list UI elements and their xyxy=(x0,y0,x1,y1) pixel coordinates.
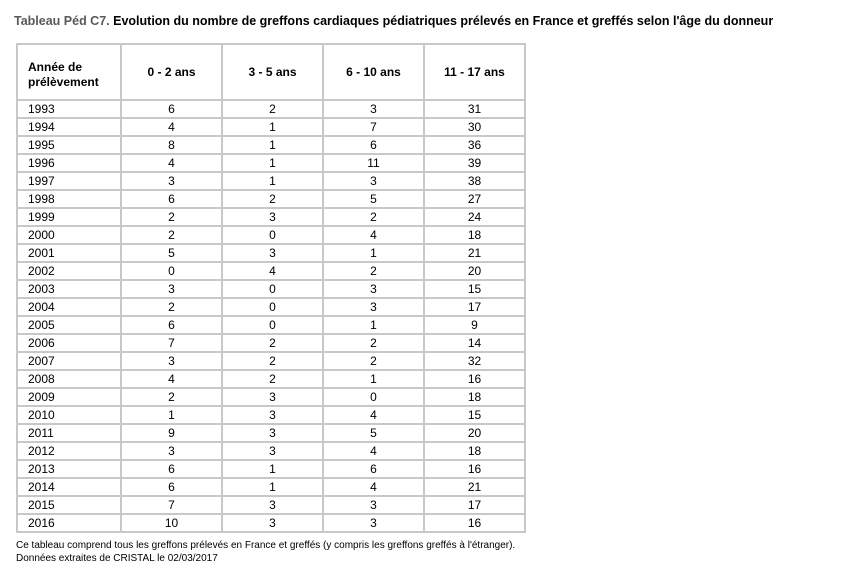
table-row xyxy=(17,370,525,388)
count-cell: 1 xyxy=(323,316,424,334)
table-title-prefix: Tableau Péd C7. xyxy=(14,14,110,28)
year-cell: 2001 xyxy=(17,244,121,262)
count-cell: 7 xyxy=(121,334,222,352)
count-cell: 39 xyxy=(424,154,525,172)
footnote-source: Données extraites de CRISTAL le 02/03/2017 xyxy=(16,553,218,564)
count-cell: 5 xyxy=(121,244,222,262)
count-cell: 3 xyxy=(222,388,323,406)
count-cell: 3 xyxy=(323,298,424,316)
table-row xyxy=(17,460,525,478)
year-cell: 2004 xyxy=(17,298,121,316)
count-cell: 3 xyxy=(323,100,424,118)
count-cell: 18 xyxy=(424,442,525,460)
count-cell: 1 xyxy=(323,370,424,388)
table-row xyxy=(17,442,525,460)
count-cell: 1 xyxy=(323,244,424,262)
table-row xyxy=(17,190,525,208)
count-cell: 9 xyxy=(424,316,525,334)
count-cell: 16 xyxy=(424,514,525,532)
count-cell: 15 xyxy=(424,406,525,424)
year-cell: 1998 xyxy=(17,190,121,208)
count-cell: 31 xyxy=(424,100,525,118)
count-cell: 7 xyxy=(323,118,424,136)
year-cell: 1993 xyxy=(17,100,121,118)
count-cell: 6 xyxy=(121,460,222,478)
count-cell: 3 xyxy=(323,280,424,298)
count-cell: 11 xyxy=(323,154,424,172)
count-cell: 0 xyxy=(121,262,222,280)
count-cell: 4 xyxy=(323,478,424,496)
year-cell: 2005 xyxy=(17,316,121,334)
count-cell: 20 xyxy=(424,424,525,442)
count-cell: 1 xyxy=(222,154,323,172)
count-cell: 6 xyxy=(121,478,222,496)
count-cell: 20 xyxy=(424,262,525,280)
count-cell: 2 xyxy=(222,190,323,208)
count-cell: 3 xyxy=(222,442,323,460)
year-cell: 2009 xyxy=(17,388,121,406)
count-cell: 2 xyxy=(121,298,222,316)
count-cell: 2 xyxy=(121,208,222,226)
count-cell: 3 xyxy=(222,208,323,226)
count-cell: 0 xyxy=(222,298,323,316)
year-cell: 1995 xyxy=(17,136,121,154)
count-cell: 5 xyxy=(323,424,424,442)
count-cell: 2 xyxy=(323,334,424,352)
count-cell: 27 xyxy=(424,190,525,208)
count-cell: 2 xyxy=(222,334,323,352)
table-row xyxy=(17,100,525,118)
count-cell: 4 xyxy=(121,370,222,388)
count-cell: 3 xyxy=(323,514,424,532)
count-cell: 3 xyxy=(222,406,323,424)
column-header-year: Année de prélèvement xyxy=(17,44,121,100)
count-cell: 1 xyxy=(222,172,323,190)
table-row xyxy=(17,244,525,262)
table-row xyxy=(17,154,525,172)
count-cell: 7 xyxy=(121,496,222,514)
table-row xyxy=(17,172,525,190)
table-row xyxy=(17,478,525,496)
count-cell: 0 xyxy=(222,226,323,244)
count-cell: 3 xyxy=(121,442,222,460)
year-cell: 2013 xyxy=(17,460,121,478)
count-cell: 17 xyxy=(424,298,525,316)
count-cell: 3 xyxy=(222,424,323,442)
count-cell: 1 xyxy=(222,136,323,154)
count-cell: 9 xyxy=(121,424,222,442)
count-cell: 30 xyxy=(424,118,525,136)
count-cell: 2 xyxy=(222,100,323,118)
table-header xyxy=(17,44,525,100)
count-cell: 1 xyxy=(222,460,323,478)
table-body xyxy=(17,100,525,532)
count-cell: 16 xyxy=(424,370,525,388)
footnotes xyxy=(16,539,515,565)
count-cell: 1 xyxy=(222,478,323,496)
count-cell: 3 xyxy=(222,514,323,532)
count-cell: 3 xyxy=(222,244,323,262)
count-cell: 4 xyxy=(121,118,222,136)
count-cell: 10 xyxy=(121,514,222,532)
count-cell: 3 xyxy=(121,352,222,370)
count-cell: 32 xyxy=(424,352,525,370)
count-cell: 2 xyxy=(222,370,323,388)
year-cell: 1999 xyxy=(17,208,121,226)
count-cell: 17 xyxy=(424,496,525,514)
count-cell: 1 xyxy=(222,118,323,136)
count-cell: 21 xyxy=(424,244,525,262)
footnote-scope: Ce tableau comprend tous les greffons prélevés en France et greffés (y compris les greffons greffés à l'étranger). xyxy=(16,540,516,551)
count-cell: 3 xyxy=(323,172,424,190)
count-cell: 15 xyxy=(424,280,525,298)
count-cell: 6 xyxy=(121,190,222,208)
year-cell: 1994 xyxy=(17,118,121,136)
count-cell: 3 xyxy=(121,280,222,298)
year-cell: 2006 xyxy=(17,334,121,352)
count-cell: 8 xyxy=(121,136,222,154)
count-cell: 21 xyxy=(424,478,525,496)
year-cell: 1996 xyxy=(17,154,121,172)
count-cell: 6 xyxy=(121,100,222,118)
data-table xyxy=(16,43,526,533)
count-cell: 3 xyxy=(222,496,323,514)
count-cell: 2 xyxy=(222,352,323,370)
year-cell: 2011 xyxy=(17,424,121,442)
column-header-3-5: 3 - 5 ans xyxy=(222,44,323,100)
count-cell: 6 xyxy=(323,136,424,154)
count-cell: 6 xyxy=(121,316,222,334)
count-cell: 2 xyxy=(323,262,424,280)
column-header-6-10: 6 - 10 ans xyxy=(323,44,424,100)
count-cell: 0 xyxy=(222,316,323,334)
count-cell: 4 xyxy=(222,262,323,280)
count-cell: 2 xyxy=(121,226,222,244)
count-cell: 36 xyxy=(424,136,525,154)
table-title xyxy=(14,14,773,28)
count-cell: 2 xyxy=(121,388,222,406)
table-row xyxy=(17,280,525,298)
year-cell: 2007 xyxy=(17,352,121,370)
count-cell: 2 xyxy=(323,352,424,370)
year-cell: 2015 xyxy=(17,496,121,514)
count-cell: 14 xyxy=(424,334,525,352)
count-cell: 3 xyxy=(121,172,222,190)
count-cell: 16 xyxy=(424,460,525,478)
table-row xyxy=(17,406,525,424)
table-row xyxy=(17,514,525,532)
count-cell: 6 xyxy=(323,460,424,478)
table-row xyxy=(17,298,525,316)
year-cell: 2016 xyxy=(17,514,121,532)
count-cell: 18 xyxy=(424,388,525,406)
table-row xyxy=(17,316,525,334)
count-cell: 2 xyxy=(323,208,424,226)
count-cell: 4 xyxy=(323,406,424,424)
count-cell: 4 xyxy=(323,226,424,244)
header-row xyxy=(17,44,525,100)
count-cell: 0 xyxy=(222,280,323,298)
year-cell: 2003 xyxy=(17,280,121,298)
table-row xyxy=(17,352,525,370)
table-row xyxy=(17,226,525,244)
count-cell: 24 xyxy=(424,208,525,226)
table-row xyxy=(17,334,525,352)
table-row xyxy=(17,136,525,154)
year-cell: 1997 xyxy=(17,172,121,190)
count-cell: 18 xyxy=(424,226,525,244)
column-header-11-17: 11 - 17 ans xyxy=(424,44,525,100)
table-row xyxy=(17,388,525,406)
count-cell: 3 xyxy=(323,496,424,514)
year-cell: 2012 xyxy=(17,442,121,460)
count-cell: 1 xyxy=(121,406,222,424)
table-title-text: Evolution du nombre de greffons cardiaques pédiatriques prélevés en France et greffés selon l'âge du donneur xyxy=(113,14,774,28)
table-row xyxy=(17,118,525,136)
year-cell: 2008 xyxy=(17,370,121,388)
count-cell: 5 xyxy=(323,190,424,208)
count-cell: 4 xyxy=(323,442,424,460)
table-row xyxy=(17,496,525,514)
year-cell: 2002 xyxy=(17,262,121,280)
year-cell: 2000 xyxy=(17,226,121,244)
table-row xyxy=(17,262,525,280)
year-cell: 2010 xyxy=(17,406,121,424)
column-header-0-2: 0 - 2 ans xyxy=(121,44,222,100)
count-cell: 38 xyxy=(424,172,525,190)
count-cell: 0 xyxy=(323,388,424,406)
table-row xyxy=(17,424,525,442)
table-row xyxy=(17,208,525,226)
year-cell: 2014 xyxy=(17,478,121,496)
count-cell: 4 xyxy=(121,154,222,172)
